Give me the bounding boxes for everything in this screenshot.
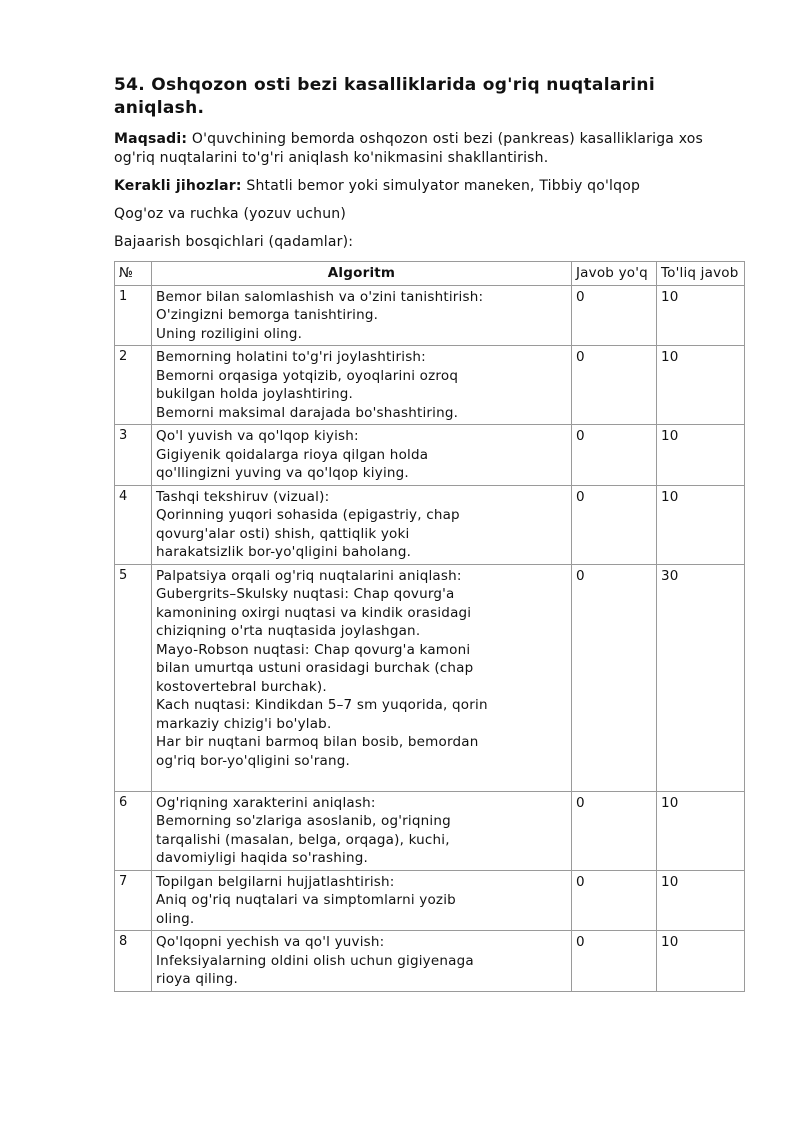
step-heading: Bemorning holatini to'g'ri joylashtirish:: [156, 349, 426, 365]
row-no-answer-score: 0: [572, 485, 657, 564]
step-text-line: harakatsizlik bor-yo'qligini baholang.: [156, 544, 412, 560]
row-full-answer-score: 10: [657, 485, 745, 564]
row-no-answer-score: 0: [572, 346, 657, 425]
step-text-line: chiziqning o'rta nuqtasida joylashgan.: [156, 623, 421, 639]
row-number: 8: [115, 931, 152, 992]
step-text-line: Infeksiyalarning oldini olish uchun gigiyenaga: [156, 952, 474, 969]
step-text-line: bilan umurtqa ustuni orasidagi burchak (chap: [156, 660, 474, 676]
row-no-answer-score: 0: [572, 285, 657, 346]
step-text-line: qovurg'alar osti) shish, qattiqlik yoki: [156, 525, 410, 542]
row-full-answer-score: 10: [657, 285, 745, 346]
table-row: [115, 485, 745, 564]
row-algorithm: [152, 870, 572, 931]
table-row: [115, 425, 745, 486]
step-text-line: davomiyligi haqida so'rashing.: [156, 850, 368, 866]
equipment-label: Kerakli jihozlar:: [114, 178, 242, 194]
row-algorithm: [152, 931, 572, 992]
step-text-line: kostovertebral burchak).: [156, 678, 327, 695]
row-algorithm: [152, 791, 572, 870]
table-row: [115, 564, 745, 791]
row-algorithm: [152, 425, 572, 486]
row-number: 6: [115, 791, 152, 870]
step-text-line: og'riq bor-yo'qligini so'rang.: [156, 752, 351, 769]
row-number: 1: [115, 285, 152, 346]
row-no-answer-score: 0: [572, 425, 657, 486]
row-number: 7: [115, 870, 152, 931]
purpose-paragraph: [114, 130, 744, 168]
step-text-line: bukilgan holda joylashtiring.: [156, 386, 354, 402]
step-heading: Qo'lqopni yechish va qo'l yuvish:: [156, 934, 385, 950]
header-num: №: [115, 262, 152, 286]
step-text-line: Aniq og'riq nuqtalari va simptomlarni yozib: [156, 892, 456, 908]
table-row: [115, 870, 745, 931]
steps-heading: Bajaarish bosqichlari (qadamlar):: [114, 234, 354, 250]
row-full-answer-score: 10: [657, 870, 745, 931]
step-heading: Tashqi tekshiruv (vizual):: [156, 488, 330, 505]
row-full-answer-score: 10: [657, 931, 745, 992]
table-row: [115, 791, 745, 870]
step-text-line: Gubergrits–Skulsky nuqtasi: Chap qovurg'a: [156, 586, 455, 602]
table-header-row: [115, 262, 745, 286]
row-full-answer-score: 10: [657, 791, 745, 870]
table-row: [115, 346, 745, 425]
purpose-text: O'quvchining bemorda oshqozon osti bezi (pankreas) kasalliklariga xos og'riq nuqtalarini to'g'ri aniqlash ko'nikmasini shakllantirish.: [114, 131, 704, 166]
step-text-line: Kach nuqtasi: Kindikdan 5–7 sm yuqorida, qorin: [156, 697, 488, 713]
step-text-line: qo'llingizni yuving va qo'lqop kiying.: [156, 465, 409, 481]
equipment-text: Shtatli bemor yoki simulyator maneken, Tibbiy qo'lqop: [246, 178, 641, 194]
step-text-line: tarqalishi (masalan, belga, orqaga), kuchi,: [156, 831, 450, 848]
step-text-line: Qorinning yuqori sohasida (epigastriy, chap: [156, 507, 460, 523]
document-title: 54. Oshqozon osti bezi kasalliklarida og'riq nuqtalarini aniqlash.: [114, 75, 655, 118]
row-no-answer-score: 0: [572, 870, 657, 931]
step-heading: Og'riqning xarakterini aniqlash:: [156, 794, 376, 811]
purpose-label: Maqsadi:: [114, 131, 188, 147]
algorithm-table: [114, 261, 745, 992]
step-text-line: kamonining oxirgi nuqtasi va kindik orasidagi: [156, 604, 472, 621]
equipment-extra: Qog'oz va ruchka (yozuv uchun): [114, 206, 347, 222]
step-text-line: oling.: [156, 910, 195, 927]
row-no-answer-score: 0: [572, 791, 657, 870]
row-algorithm: [152, 346, 572, 425]
row-number: 4: [115, 485, 152, 564]
row-no-answer-score: 0: [572, 931, 657, 992]
step-text-line: Uning roziligini oling.: [156, 325, 303, 342]
row-algorithm: [152, 285, 572, 346]
header-no-answer: Javob yo'q: [572, 262, 657, 286]
table-body: [115, 285, 745, 991]
row-full-answer-score: 10: [657, 346, 745, 425]
step-text-line: Bemorning so'zlariga asoslanib, og'riqning: [156, 813, 451, 829]
step-heading: Palpatsiya orqali og'riq nuqtalarini aniqlash:: [156, 567, 462, 584]
step-text-line: rioya qiling.: [156, 971, 238, 987]
row-number: 2: [115, 346, 152, 425]
row-full-answer-score: 30: [657, 564, 745, 791]
row-no-answer-score: 0: [572, 564, 657, 791]
step-text-line: Mayo-Robson nuqtasi: Chap qovurg'a kamoni: [156, 641, 471, 658]
step-text-line: Gigiyenik qoidalarga rioya qilgan holda: [156, 446, 429, 463]
step-text-line: Har bir nuqtani barmoq bilan bosib, bemordan: [156, 734, 479, 750]
header-full-answer: To'liq javob: [657, 262, 745, 286]
table-row: [115, 931, 745, 992]
document-page: [114, 74, 744, 992]
equipment-paragraph: [114, 177, 744, 196]
step-text-line: O'zingizni bemorga tanishtiring.: [156, 307, 379, 323]
step-heading: Bemor bilan salomlashish va o'zini tanishtirish:: [156, 288, 484, 305]
step-heading: Topilgan belgilarni hujjatlashtirish:: [156, 873, 395, 890]
row-algorithm: [152, 564, 572, 791]
step-text-line: Bemorni orqasiga yotqizib, oyoqlarini ozroq: [156, 367, 459, 384]
step-text-line: Bemorni maksimal darajada bo'shashtiring.: [156, 404, 459, 421]
row-algorithm: [152, 485, 572, 564]
header-algorithm: Algoritm: [152, 262, 572, 286]
step-heading: Qo'l yuvish va qo'lqop kiyish:: [156, 428, 359, 444]
step-text-line: markaziy chizig'i bo'ylab.: [156, 715, 332, 732]
row-number: 3: [115, 425, 152, 486]
table-row: [115, 285, 745, 346]
row-full-answer-score: 10: [657, 425, 745, 486]
row-spacer: [156, 770, 567, 789]
row-number: 5: [115, 564, 152, 791]
